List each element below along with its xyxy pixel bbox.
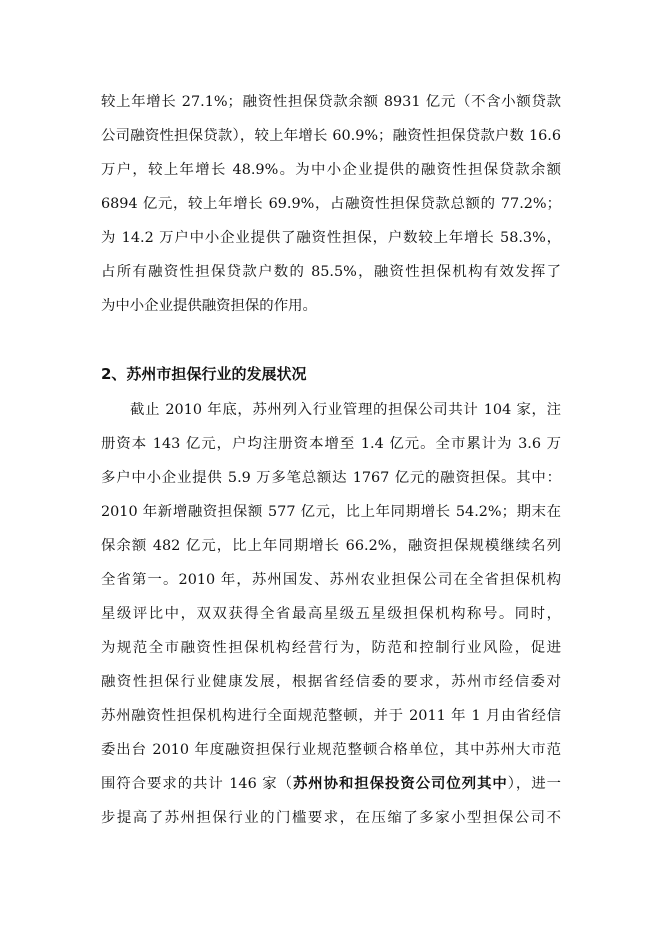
paragraph-line: 为中小企业提供融资担保的作用。 xyxy=(101,298,317,314)
paragraph-line: 册资本 143 亿元，户均注册资本增至 1.4 亿元。全市累计为 3.6 万 xyxy=(101,436,561,452)
paragraph-line-with-bold xyxy=(101,774,561,794)
line-text-after: ），进一 xyxy=(507,776,561,792)
paragraph-line: 步提高了苏州担保行业的门槛要求，在压缩了多家小型担保公司不 xyxy=(101,810,561,826)
paragraph-line: 融资性担保行业健康发展，根据省经信委的要求，苏州市经信委对 xyxy=(101,674,561,690)
paragraph-line: 全省第一。2010 年，苏州国发、苏州农业担保公司在全省担保机构 xyxy=(101,572,561,588)
bold-company-note: 苏州协和担保投资公司位列其中 xyxy=(292,776,508,792)
paragraph-line: 委出台 2010 年度融资担保行业规范整顿合格单位，其中苏州大市范 xyxy=(101,742,561,758)
paragraph-line: 截止 2010 年底，苏州列入行业管理的担保公司共计 104 家，注 xyxy=(130,402,561,418)
paragraph-line: 6894 亿元，较上年增长 69.9%，占融资性担保贷款总额的 77.2%； xyxy=(101,196,561,212)
section-heading: 2、苏州市担保行业的发展状况 xyxy=(101,365,307,383)
paragraph-line: 多户中小企业提供 5.9 万多笔总额达 1767 亿元的融资担保。其中： xyxy=(101,470,561,486)
paragraph-line: 占所有融资性担保贷款户数的 85.5%，融资性担保机构有效发挥了 xyxy=(101,264,561,280)
paragraph-line: 公司融资性担保贷款），较上年增长 60.9%；融资性担保贷款户数 16.6 xyxy=(101,128,561,144)
paragraph-line: 星级评比中，双双获得全省最高星级五星级担保机构称号。同时， xyxy=(101,606,561,622)
paragraph-line: 较上年增长 27.1%；融资性担保贷款余额 8931 亿元（不含小额贷款 xyxy=(101,94,561,110)
paragraph-line: 万户，较上年增长 48.9%。为中小企业提供的融资性担保贷款余额 xyxy=(101,162,561,178)
paragraph-line: 苏州融资性担保机构进行全面规范整顿，并于 2011 年 1 月由省经信 xyxy=(101,708,561,724)
paragraph-line: 为规范全市融资性担保机构经营行为，防范和控制行业风险，促进 xyxy=(101,640,561,656)
paragraph-line: 2010 年新增融资担保额 577 亿元，比上年同期增长 54.2%；期末在 xyxy=(101,504,561,520)
paragraph-line: 为 14.2 万户中小企业提供了融资性担保，户数较上年增长 58.3%， xyxy=(101,230,561,246)
line-text-before: 围符合要求的共计 146 家（ xyxy=(101,776,293,792)
paragraph-line: 保余额 482 亿元，比上年同期增长 66.2%，融资担保规模继续名列 xyxy=(101,538,561,554)
